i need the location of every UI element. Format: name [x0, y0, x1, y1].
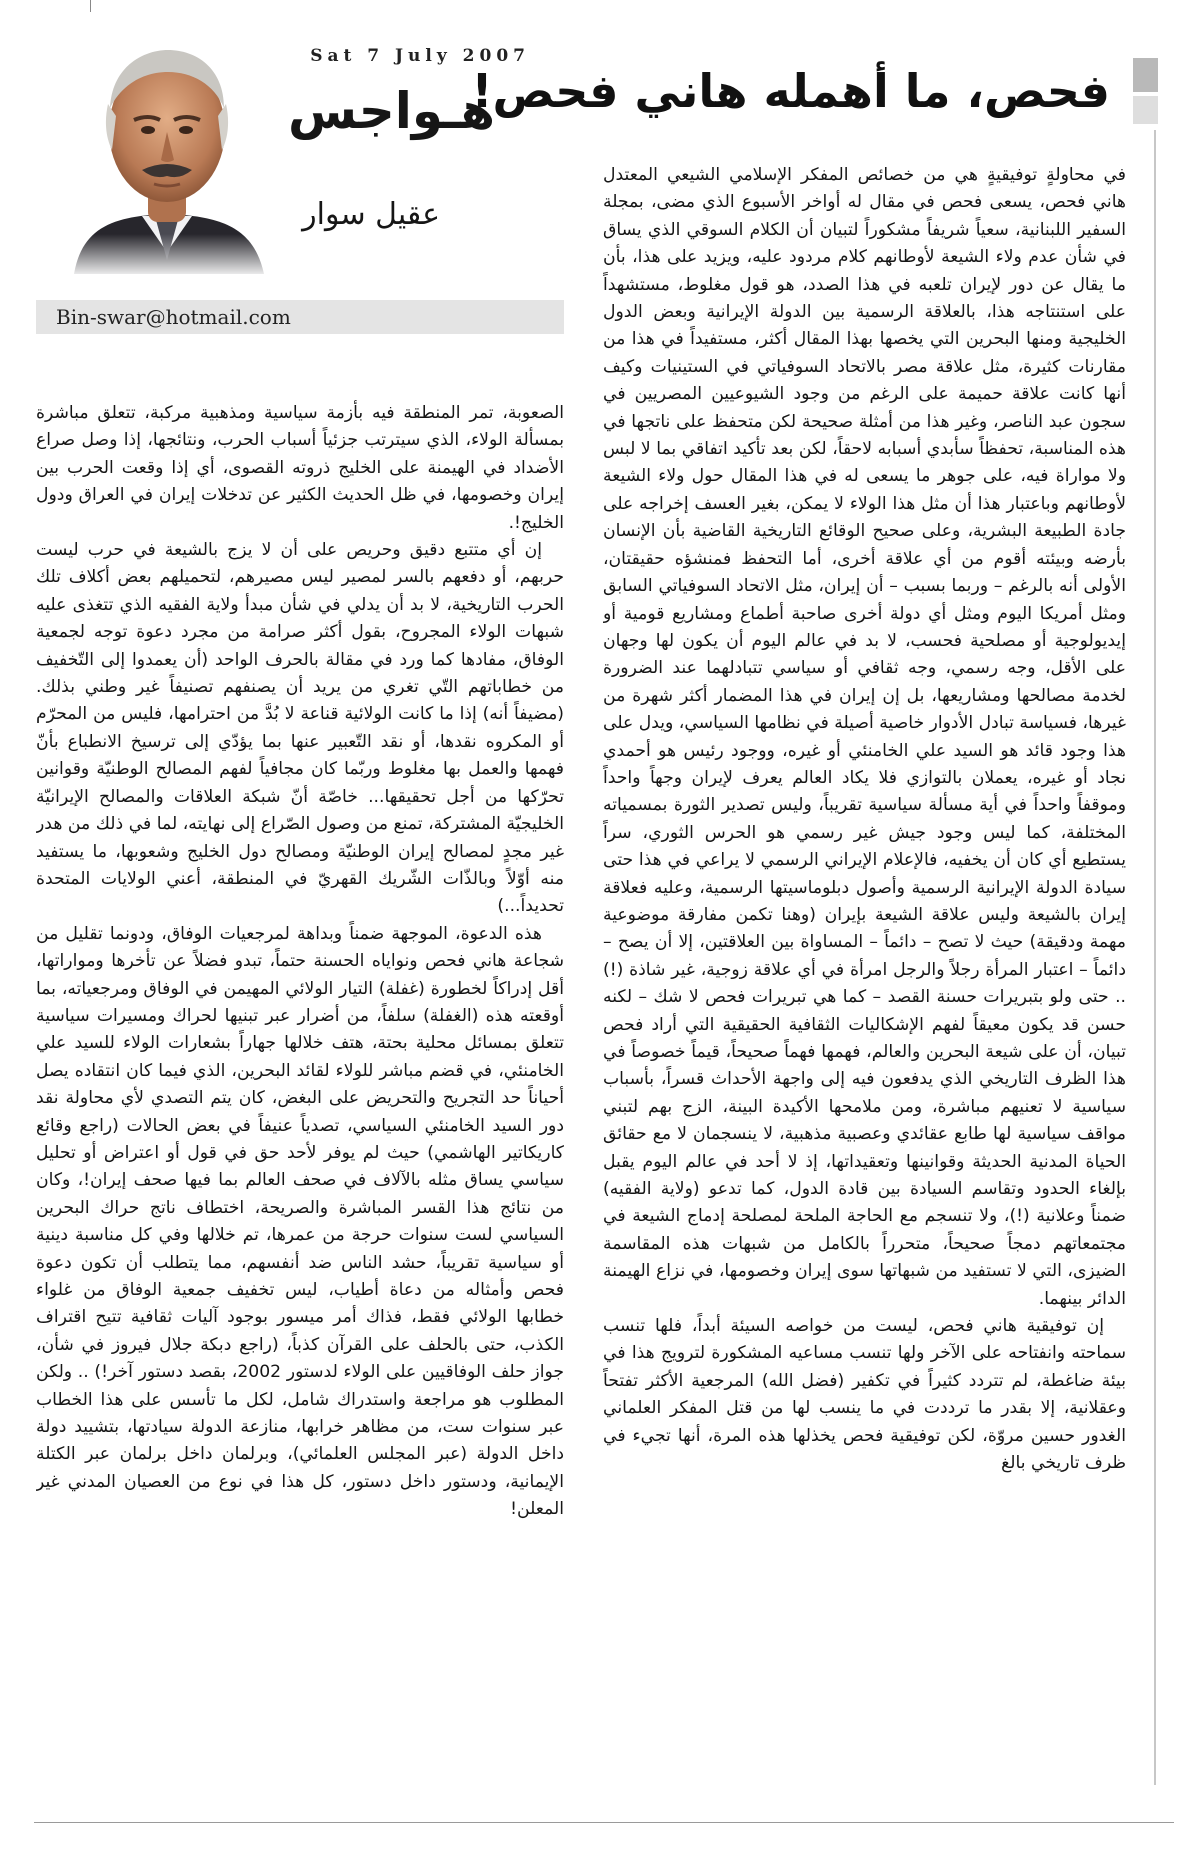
top-tick-mark: [90, 0, 91, 12]
article-paragraph: في محاولةٍ توفيقيةٍ هي من خصائص المفكر الإسلامي الشيعي المعتدل هاني فحص، يسعى فحص في مقال له أواخر الأسبوع الذي مضى، بمجلة السفير اللبنانية، سعياً شريفاً مشكوراً لتبيان أن الكلام السوقي الذي يساق في شأن عدم ولاء الشيعة لأوطانهم كلام مردود عليه، ويزيد على هذا، بأن ما يقال عن دور لإيران تلعبه في هذا الصدد، هو قول مغلوط، مستشهداً على استنتاجه هذا، بالعلاقة الرسمية بين الدولة الإيرانية وبعض الدول الخليجية ومنها البحرين التي يخصها بهذا المقال أكثر، مستفيداً في هذا من مقارنات كثيرة، مثل علاقة مصر بالاتحاد السوفياتي في الستينيات وكيف أنها كانت علاقة حميمة على الرغم من وجود الشيوعيين المصريين في سجون عبد الناصر، وغير هذا من أمثلة صحيحة لكن متحفظ على ناتجها في هذه المناسبة، تحفظاً سأبدي أسبابه لاحقاً، لكن بعد تأكيد اتفاقي بما لا لبس ولا مواراة فيه، على جوهر ما يسعى له في هذا المقال حول ولاء الشيعة لأوطانهم وباعتبار هذا أن مثل هذا الولاء لا يمكن، بغير العسف إخراجه على جادة الطبيعة البشرية، وعلى صحيح الوقائع التاريخية القاضية بأن الإنسان بأرضه وبيئته أقوم من أي علاقة أخرى، أما التحفظ فمنشؤه حقيقتان، الأولى أنه بالرغم – وربما بسبب – أن إيران، مثل الاتحاد السوفياتي السابق ومثل أمريكا اليوم ومثل أي دولة أخرى صاحبة أطماع ومشاريع قومية أو إيديولوجية أو مصلحية فحسب، لا بد في عالم اليوم أن يكون لها وجهان على الأقل، وجه رسمي، وجه ثقافي أو سياسي تتبادلهما عند الضرورة لخدمة مصالحها ومشاريعها، بل إن إيران في هذا المضمار أكثر شهرة من غيرها، فسياسة تبادل الأدوار خاصية أصيلة في نظامها السياسي، ويدل على هذا وجود قائد هو السيد علي الخامنئي أو غيره، ووجود رئيس هو أحمدي نجاد أو غيره، يعملان بالتوازي فلا يكاد العالم يعرف لإيران وجهاً واحداً وموقفاً واحداً في أية مسألة سياسية تقريباً، وليس تصدير الثورة بمسمياته المختلفة، كما ليس وجود جيش غير رسمي هو الحرس الثوري، سراً يستطيع أي كان أن يخفيه، فالإعلام الإيراني الرسمي لا يراعي في هذا حتى سيادة الدولة الإيرانية الرسمية وأصول دبلوماسيتها الرسمية، وعليه فعلاقة إيران بالشيعة وليس علاقة الشيعة بإيران (وهنا تكمن مفارقة موضوعية مهمة ودقيقة) حيث لا تصح – دائماً – المساواة بين العلاقتين، إلا أن يصح – دائماً – اعتبار المرأة رجلاً والرجل امرأة في أي علاقة زوجية، غير شاذة (!) .. حتى ولو بتبريرات حسنة القصد – كما هي تبريرات فحص لا شك – لكنه حسن قد يكون معيقاً لفهم الإشكاليات الثقافية الحقيقية التي أراد فحص تبيان، أن على شيعة البحرين والعالم، فهمها فهماً صحيحاً، قيماً خصوصاً في هذا الظرف التاريخي الذي يدفعون فيه إلى واجهة الأحداث قسراً، بأسباب سياسية لا تعنيهم مباشرة، ومن ملامحها الأكيدة البينة، الزج بهم لتبني مواقف سياسية لها طابع عقائدي وعصبية مذهبية، لا ينسجمان لا مع حقائق الحياة المدنية الحديثة وقوانينها وتعقيداتها، إذ لا أحد في عالم اليوم يقبل بإلغاء الحدود وتقاسم السيادة بين قادة الدول، كما تدعو (ولاية الفقيه) ضمناً وعلانية (!)، ولا تنسجم مع الحاجة الملحة لمصلحة إدماج الشيعة في مجتمعاتهم دمجاً صحيحاً، متحرراً بالكامل من شبهات هذه المقاسمة الضيزى، التي لا تستفيد من شبهاتها سوى إيران وخصومها، في نزاع الهيمنة الدائر بينهما.: [603, 165, 1126, 1309]
author-email[interactable]: Bin-swar@hotmail.com: [56, 305, 291, 329]
vertical-rule: [1154, 130, 1156, 1785]
footer-rule: [34, 1822, 1174, 1823]
article-paragraph: هذه الدعوة، الموجهة ضمناً وبداهة لمرجعيات الوفاق، ودونما تقليل من شجاعة هاني فحص ونواياه الحسنة حتماً، تبدو فضلاً عن تأخرها ومواراتها، أقل إدراكاً لخطورة (غفلة) التيار الولائي المهيمن في الوفاق ومرجعياته، بما أوقعته هذه (الغفلة) سلفاً، من أضرار عبر تبنيها لحراك ومسيرات سياسية تتعلق بمسائل محلية بحتة، هتف خلالها جهاراً بشعارات الولاء للسيد علي الخامنئي، في قضم مباشر للولاء لقائد البحرين، الذي فيما كان انتقاده يصل أحياناً حد التجريح والتحريض على البغض، كان يتم التصدي لأي محاولة نقد دور السيد الخامنئي السياسي، تصدياً عنيفاً في بعض الحالات (راجع وقائع كاريكاتير الهاشمي) حيث لم يوفر لأحد حق في قول أو اعتراض أو تحليل سياسي يساق مثله بالآلاف في صحف العالم بما فيها صحف إيران!، وكان من نتائج هذا القسر المباشرة والصريحة، اختطاف ناتج حراك البحرين السياسي لست سنوات حرجة من عمرها، تم خلالها وفي كل مناسبة دينية أو سياسية تقريباً، حشد الناس ضد أنفسهم، مما يتطلب أن تكون دعوة فحص وأمثاله من دعاة أطياب، ليس تخفيف جمعية الوفاق من غلواء خطابها الولائي فقط، فذاك أمر ميسور بوجود آليات ثقافية تتيح اقتراف الكذب، حتى بالحلف على القرآن كذباً، (راجع دبكة جلال فيروز في شأن، جواز حلف الوفاقيين على الولاء لدستور 2002، بقصد دستور آخر!) .. ولكن المطلوب هو مراجعة واستدراك شامل، لكل ما تأسس على هذا الخطاب عبر سنوات ست، من مظاهر خرابها، منازعة الدولة سيادتها، بتشييد دولة داخل الدولة (عبر المجلس العلمائي)، وبرلمان داخل برلمان عبر الكتلة الإيمانية، ودستور داخل دستور، كل هذا في نوع من العصيان المدني غير المعلن!: [36, 923, 564, 1520]
author-photo: [64, 38, 270, 274]
article-paragraph: إن أي متتبع دقيق وحريص على أن لا يزج بالشيعة في حرب ليست حربهم، أو دفعهم بالسر لمصير ليس مصيرهم، لتحميلهم بعض أكلاف تلك الحرب التاريخية، لا بد أن يدلي في شأن مبدأ ولاية الفقيه الذي تتغذى عليه شبهات الولاء المجروح، بقول أكثر صرامة من مجرد دعوة توجه لجمعية الوفاق، مفادها كما ورد في مقالة بالحرف الواحد (أن يعمدوا إلى التّخفيف من خطاباتهم التّي تغري من يريد أن يصنفهم تصنيفاً غير وطني بذلك. (مضيفاً أنه) إذا ما كانت الولائية قناعة لا بُدَّ من احترامها، فليس من المحرّم أو المكروه نقدها، أو نقد التّعبير عنها بما يؤدّي إلى ترسيخ الانطباع بأنّ فهمها والعمل بها مغلوط وربّما كان مجافياً لفهم المصالح الوطنيّة وقوانين تحرّكها من أجل تحقيقها... خاصّة أنّ شبكة العلاقات والمصالح الإيرانيّة الخليجيّة المشتركة، تمنع من وصول الصّراع إلى نهايته، لما في ذلك من هدر غير مجدٍ لمصالح إيران الوطنيّة ومصالح دول الخليج وشعوبها، ما يستفيد منه أوّلاً وبالذّات الشّريك القهريّ في المنطقة، أعني الولايات المتحدة تحديداً...): [36, 540, 564, 917]
article-paragraph: إن توفيقية هاني فحص، ليست من خواصه السيئة أبداً، فلها تنسب سماحته وانفتاحه على الآخر ولها تنسب مساعيه المشكورة لترويج هذا في بيئة ضاغطة، لم تتردد كثيراً في تكفير (فضل الله) المرجعية الأكثر تفتحاً وعقلانية، إلا بقدر ما ترددت في ما ينسب لها من قتل المفكر العلماني الغدور حسين مروّة، لكن توفيقية فحص يخذلها هذه المرة، أنها تجيء في ظرف تاريخي بالغ: [603, 1316, 1126, 1474]
article-column-left: [36, 400, 564, 1800]
article-headline: فحص، ما أهمله هاني فحص!: [471, 64, 1110, 118]
decorative-bar-top: [1133, 58, 1158, 92]
decorative-bar-bottom: [1133, 96, 1158, 124]
article-paragraph: الصعوبة، تمر المنطقة فيه بأزمة سياسية ومذهبية مركبة، تتعلق مباشرة بمسألة الولاء، الذي سيترتب جزئياً أسباب الحرب، ونتائجها، إذا وصل صراع الأضداد في الهيمنة على الخليج ذروته القصوى، أي إذا وقعت الحرب بين إيران وخصومها، في ظل الحديث الكثير عن تدخلات إيران في العراق ودول الخليج!.: [36, 403, 564, 533]
author-name: عقيل سوار: [302, 197, 440, 232]
article-column-right: [603, 162, 1126, 1802]
column-title: هـواجس: [288, 82, 495, 140]
publication-date: Sat 7 July 2007: [310, 46, 530, 66]
